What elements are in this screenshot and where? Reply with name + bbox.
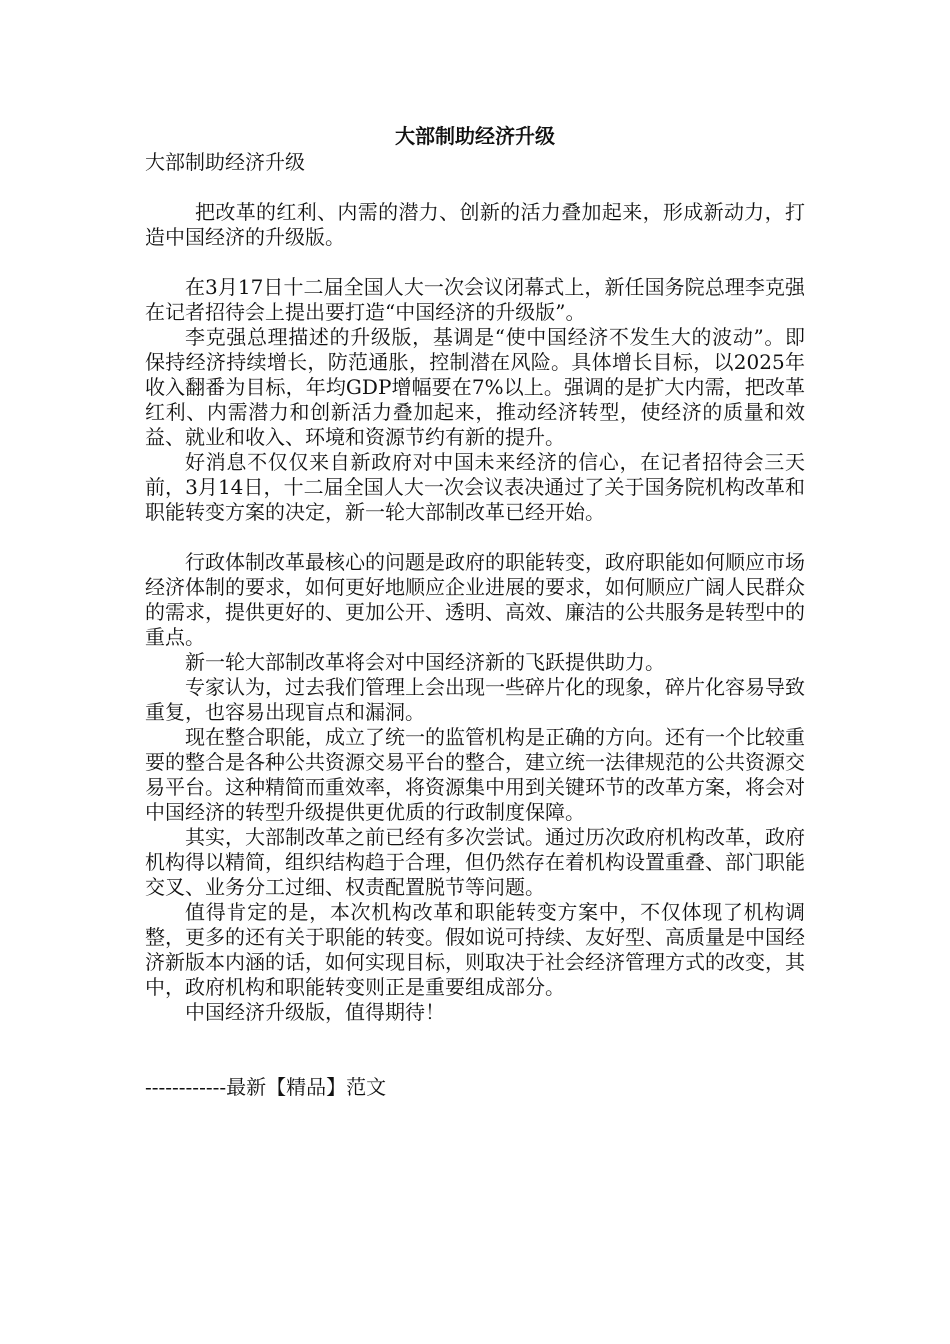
body-paragraph: 行政体制改革最核心的问题是政府的职能转变，政府职能如何顺应市场经济体制的要求，如何更好地顺应企业进展的要求，如何顺应广阔人民群众的需求，提供更好的、更加公开、透明、高效、廉洁的公共服务是转型中的重点。: [145, 550, 805, 649]
body-paragraph: 专家认为，过去我们管理上会出现一些碎片化的现象，碎片化容易导致重复，也容易出现盲点和漏洞。: [145, 675, 805, 724]
body-paragraph: 新一轮大部制改革将会对中国经济新的飞跃提供助力。: [185, 650, 665, 674]
document-page: [145, 122, 805, 1100]
document-subtitle: 大部制助经济升级: [145, 150, 305, 174]
body-paragraph: 在3月17日十二届全国人大一次会议闭幕式上，新任国务院总理李克强在记者招待会上提出要打造“中国经济的升级版”。: [145, 275, 805, 324]
body-paragraph: 其实，大部制改革之前已经有多次尝试。通过历次政府机构改革，政府机构得以精简，组织结构趋于合理，但仍然存在着机构设置重叠、部门职能交叉、业务分工过细、权责配置脱节等问题。: [145, 825, 805, 899]
body-paragraph: 好消息不仅仅来自新政府对中国未来经济的信心，在记者招待会三天前，3月14日，十二届全国人大一次会议表决通过了关于国务院机构改革和职能转变方案的决定，新一轮大部制改革已经开始。: [145, 450, 805, 524]
body-paragraph: 现在整合职能，成立了统一的监管机构是正确的方向。还有一个比较重要的整合是各种公共资源交易平台的整合，建立统一法律规范的公共资源交易平台。这种精简而重效率，将资源集中用到关键环节的改革方案，将会对中国经济的转型升级提供更优质的行政制度保障。: [145, 725, 805, 824]
lead-paragraph: 把改革的红利、内需的潜力、创新的活力叠加起来，形成新动力，打造中国经济的升级版。: [145, 200, 805, 249]
spacer: [145, 250, 805, 275]
document-title: 大部制助经济升级: [395, 124, 555, 148]
spacer: [145, 525, 805, 550]
body-paragraph: 值得肯定的是，本次机构改革和职能转变方案中，不仅体现了机构调整，更多的还有关于职能的转变。假如说可持续、友好型、高质量是中国经济新版本内涵的话，如何实现目标，则取决于社会经济管理方式的改变，其中，政府机构和职能转变则正是重要组成部分。: [145, 900, 805, 999]
document-footer: ------------最新【精品】范文: [145, 1075, 387, 1099]
spacer: [145, 175, 805, 200]
spacer: [145, 1025, 805, 1050]
spacer: [145, 1050, 805, 1075]
body-paragraph: 中国经济升级版，值得期待！: [185, 1000, 445, 1024]
body-paragraph: 李克强总理描述的升级版，基调是“使中国经济不发生大的波动”。即保持经济持续增长，防范通胀，控制潜在风险。具体增长目标，以2025年收入翻番为目标，年均GDP增幅要在7%以上。强调的是扩大内需，把改革红利、内需潜力和创新活力叠加起来，推动经济转型，使经济的质量和效益、就业和收入、环境和资源节约有新的提升。: [145, 325, 805, 449]
